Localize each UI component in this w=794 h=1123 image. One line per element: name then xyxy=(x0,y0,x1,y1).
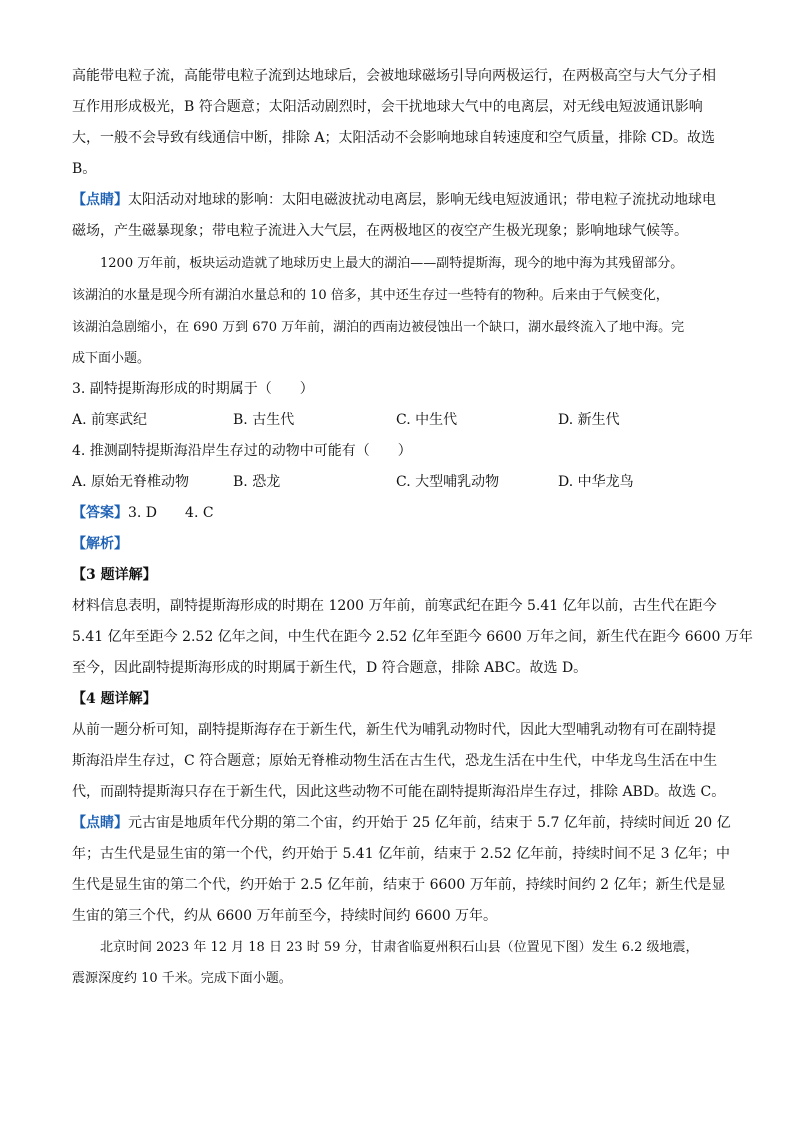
detail-3-heading: 【3 题详解】 xyxy=(72,567,157,583)
text-line: 年；古生代是显生宙的第一个代，约开始于 5.41 亿年前，结束于 2.52 亿年前，持续时间不足 3 亿年；中 xyxy=(72,846,730,862)
note-line xyxy=(72,190,732,210)
option-4d: D. 中华龙鸟 xyxy=(558,474,634,490)
material-line: 北京时间 2023 年 12 月 18 日 23 时 59 分，甘肃省临夏州积石山县（位置见下图）发生 6.2 级地震， xyxy=(100,940,699,955)
option-3b: B. 古生代 xyxy=(233,412,295,428)
text-line: 大，一般不会导致有线通信中断，排除 A；太阳活动不会影响地球自转速度和空气质量，排除 CD。故选 xyxy=(72,130,715,146)
option-4b: B. 恐龙 xyxy=(233,474,281,490)
text-line: 斯海沿岸生存过，C 符合题意；原始无脊椎动物生活在古生代，恐龙生活在中生代，中华龙鸟生活在中生 xyxy=(72,753,718,769)
option-3d: D. 新生代 xyxy=(558,412,620,428)
question-4: 4. 推测副特提斯海沿岸生存过的动物中可能有（ ） xyxy=(72,443,412,459)
material-line: 该湖泊急剧缩小，在 690 万到 670 万年前，湖泊的西南边被侵蚀出一个缺口，湖水最终流入了地中海。完 xyxy=(72,320,685,335)
note-tag: 【点睛】 xyxy=(72,815,128,831)
text-line: 生代是显生宙的第二个代，约开始于 2.5 亿年前，结束于 6600 万年前，持续时间约 2 亿年；新生代是显 xyxy=(72,877,726,893)
text-line: 从前一题分析可知，副特提斯海存在于新生代，新生代为哺乳动物时代，因此大型哺乳动物有可在副特提 xyxy=(72,722,716,738)
option-4a: A. 原始无脊椎动物 xyxy=(72,474,190,490)
text-line: 互作用形成极光，B 符合题意；太阳活动剧烈时，会干扰地球大气中的电离层，对无线电短波通讯影响 xyxy=(72,99,703,115)
note-text: 元古宙是地质年代分期的第二个宙，约开始于 25 亿年前，结束于 5.7 亿年前，持续时间近 20 亿 xyxy=(128,815,731,831)
material-line: 震源深度约 10 千米。完成下面小题。 xyxy=(72,971,292,986)
text-line: 高能带电粒子流，高能带电粒子流到达地球后，会被地球磁场引导向两极运行，在两极高空与大气分子相 xyxy=(72,68,716,84)
text-line: 至今，因此副特提斯海形成的时期属于新生代，D 符合题意，排除 ABC。故选 D。 xyxy=(72,660,588,676)
option-3c: C. 中生代 xyxy=(396,412,458,428)
question-3: 3. 副特提斯海形成的时期属于（ ） xyxy=(72,381,314,397)
answer-text: 3. D 4. C xyxy=(128,505,214,521)
detail-4-heading: 【4 题详解】 xyxy=(72,691,157,707)
note-tag: 【点睛】 xyxy=(72,192,128,208)
option-3a: A. 前寒武纪 xyxy=(72,412,148,428)
note-line xyxy=(72,813,732,833)
analysis-heading: 【解析】 xyxy=(72,536,128,552)
answer-tag: 【答案】 xyxy=(72,505,128,521)
text-line: 材料信息表明，副特提斯海形成的时期在 1200 万年前，前寒武纪在距今 5.41 亿年以前，古生代在距今 xyxy=(72,598,717,614)
material-line: 1200 万年前，板块运动造就了地球历史上最大的湖泊——副特提斯海，现今的地中海为其残留部分。 xyxy=(100,256,684,271)
option-4c: C. 大型哺乳动物 xyxy=(396,474,500,490)
material-line: 该湖泊的水量是现今所有湖泊水量总和的 10 倍多，其中还生存过一些特有的物种。后来由于气候变化， xyxy=(72,288,669,303)
note-text: 太阳活动对地球的影响：太阳电磁波扰动电离层，影响无线电短波通讯；带电粒子流扰动地球电 xyxy=(128,192,716,208)
text-line: 5.41 亿年至距今 2.52 亿年之间，中生代在距今 2.52 亿年至距今 6600 万年之间，新生代在距今 6600 万年 xyxy=(72,629,753,645)
text-line: 代，而副特提斯海只存在于新生代，因此这些动物不可能在副特提斯海沿岸生存过，排除 ABD。故选 C。 xyxy=(72,784,726,800)
text-line: 生宙的第三个代，约从 6600 万年前至今，持续时间约 6600 万年。 xyxy=(72,908,498,924)
material-line: 成下面小题。 xyxy=(72,351,151,366)
text-line: 磁场，产生磁暴现象；带电粒子流进入大气层，在两极地区的夜空产生极光现象；影响地球气候等。 xyxy=(72,223,688,239)
text-line: B。 xyxy=(72,161,97,177)
answer-line xyxy=(72,503,732,523)
